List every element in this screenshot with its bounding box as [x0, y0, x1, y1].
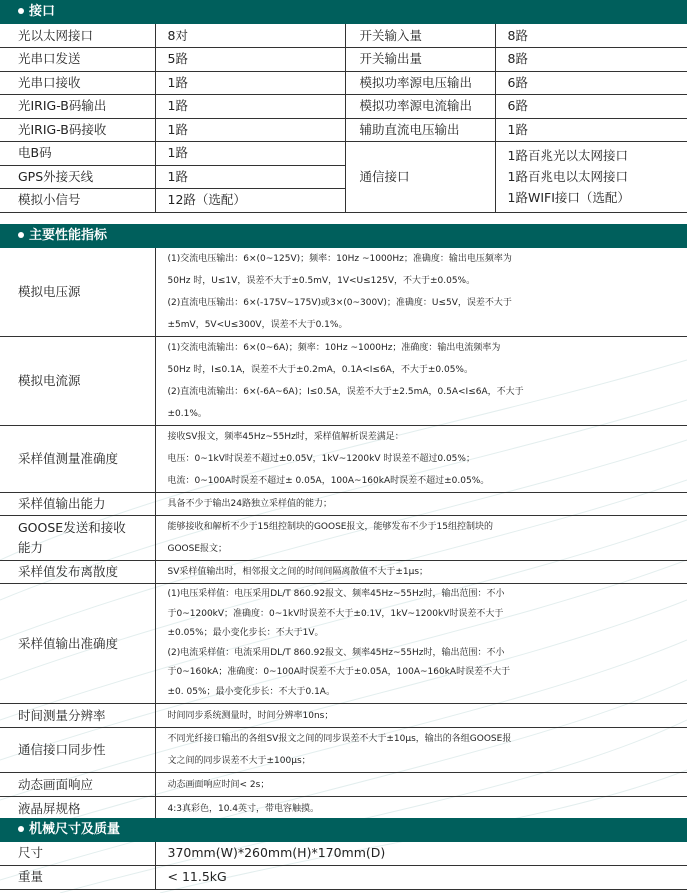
section-title: 机械尺寸及质量 [29, 822, 121, 837]
value-line: 50Hz 时，I≤0.1A，误差不大于±0.2mA，0.1A<I≤6A，不大于±0.05%。 [167, 365, 473, 375]
value-line: 电流：0~100A时误差不超过± 0.05A，100A~160kA时误差不超过±0.05%。 [167, 476, 490, 486]
performance-table [0, 248, 687, 821]
table-row [0, 704, 687, 728]
value-line: 文之间的同步误差不大于±100μs； [167, 756, 311, 766]
table-row [0, 865, 687, 889]
row-value [155, 797, 687, 821]
row-value [155, 337, 687, 426]
value-line: ±0. 05%；最小变化步长：不大于0.1A。 [167, 686, 335, 697]
row-value [155, 584, 687, 704]
row-label: 辅助直流电压输出 [345, 118, 495, 142]
section-title: 主要性能指标 [29, 228, 108, 243]
comm-interface-values [495, 142, 687, 213]
value-line: (2)直流电流输出：6×(-6A~6A)；I≤0.5A，误差不大于±2.5mA，0.5A<I≤6A，不大于 [167, 387, 524, 397]
value-line: (1)电压采样值：电压采用DL/T 860.92报文、频率45Hz~55Hz时，输出范围：不小 [167, 589, 505, 599]
table-row [0, 728, 687, 773]
row-label [0, 516, 155, 561]
row-value: 6路 [495, 71, 687, 95]
row-value [155, 426, 687, 493]
row-value [155, 516, 687, 561]
row-value: 6路 [495, 95, 687, 119]
value-line: 具备不少于输出24路独立采样值的能力； [167, 499, 332, 509]
row-label: 采样值发布离散度 [0, 561, 155, 584]
bullet-icon [18, 8, 24, 14]
row-value [155, 248, 687, 337]
row-value [155, 704, 687, 728]
row-label: 采样值输出能力 [0, 493, 155, 516]
interfaces-table [0, 24, 687, 213]
row-value: 8路 [495, 48, 687, 72]
row-label: 模拟电压源 [0, 248, 155, 337]
row-label: 光IRIG-B码输出 [0, 95, 155, 119]
value-line: (2)电流采样值：电流采用DL/T 860.92报文、频率45Hz~55Hz时，输出范围：不小 [167, 647, 505, 658]
comm-interface-label: 通信接口 [345, 142, 495, 213]
value-line: 不同光纤接口输出的各组SV报文之间的同步误差不大于±10μs，输出的各组GOOSE报 [167, 734, 512, 744]
section-header-performance [0, 224, 687, 248]
table-row [0, 842, 687, 865]
value-line: 于0~160kA；准确度：0~100A时误差不大于±0.05A，100A~160kA时误差不大于 [167, 667, 511, 677]
row-label: 尺寸 [0, 842, 155, 865]
row-label: 光串口发送 [0, 48, 155, 72]
row-value: 370mm(W)*260mm(H)*170mm(D) [155, 842, 687, 865]
label-line: GOOSE发送和接收 [18, 520, 126, 535]
value-line: 50Hz 时，U≤1V，误差不大于±0.5mV，1V<U≤125V，不大于±0.05%。 [167, 276, 476, 286]
row-label: 模拟功率源电流输出 [345, 95, 495, 119]
table-row [0, 71, 687, 95]
label-line: 能力 [18, 540, 44, 555]
row-label: 重量 [0, 865, 155, 889]
table-row [0, 493, 687, 516]
row-label: 光IRIG-B码接收 [0, 118, 155, 142]
row-label: 模拟小信号 [0, 189, 155, 213]
comm-value: 1路WIFI接口（选配） [507, 190, 630, 206]
table-row [0, 561, 687, 584]
row-value: 1路 [155, 165, 345, 189]
section-title: 接口 [29, 4, 56, 19]
row-label: 采样值输出准确度 [0, 584, 155, 704]
row-label: 光串口接收 [0, 71, 155, 95]
value-line: 动态画面响应时间< 2s； [167, 779, 270, 790]
value-line: ±0.1%。 [167, 409, 207, 419]
value-line: (1)交流电流输出：6×(0~6A)；频率：10Hz ~1000Hz；准确度：输出电流频率为 [167, 343, 501, 353]
value-line: ±5mV，5V<U≤300V，误差不大于0.1%。 [167, 320, 348, 330]
table-row [0, 773, 687, 797]
row-label: 通信接口同步性 [0, 728, 155, 773]
value-line: ±0.05%；最小变化步长：不大于1V。 [167, 628, 324, 638]
table-row [0, 584, 687, 704]
row-label: 采样值测量准确度 [0, 426, 155, 493]
row-value: 12路（选配） [155, 189, 345, 213]
value-line: 4:3真彩色，10.4英寸，带电容触摸。 [167, 803, 320, 814]
value-line: 能够接收和解析不少于15组控制块的GOOSE报文，能够发布不少于15组控制块的 [167, 522, 493, 532]
value-line: (1)交流电压输出：6×(0~125V)；频率：10Hz ~1000Hz；准确度：输出电压频率为 [167, 254, 512, 264]
value-line: (2)直流电压输出：6×(-175V~175V)或3×(0~300V)；准确度：U≤5V，误差不大于 [167, 298, 512, 308]
table-row [0, 24, 687, 48]
row-value [155, 773, 687, 797]
row-label: 光以太网接口 [0, 24, 155, 48]
section-header-interfaces [0, 0, 687, 24]
bullet-icon [18, 232, 24, 238]
section-header-mechanical [0, 818, 687, 842]
row-value [155, 561, 687, 584]
row-value: 8路 [495, 24, 687, 48]
row-value: 1路 [495, 118, 687, 142]
comm-value: 1路百兆电以太网接口 [507, 169, 628, 185]
table-row [0, 797, 687, 821]
row-label: 模拟电流源 [0, 337, 155, 426]
table-row [0, 142, 687, 166]
mechanical-table [0, 842, 687, 890]
value-line: SV采样值输出时，相邻报文之间的时间间隔离散值不大于±1μs； [167, 567, 429, 577]
table-row [0, 337, 687, 426]
table-row [0, 95, 687, 119]
row-label: 动态画面响应 [0, 773, 155, 797]
row-label: 时间测量分辨率 [0, 704, 155, 728]
row-label: 液晶屏规格 [0, 797, 155, 821]
value-line: GOOSE报文； [167, 544, 228, 554]
row-label: 模拟功率源电压输出 [345, 71, 495, 95]
value-line: 时间同步系统测量时，时间分辨率10ns； [167, 710, 334, 721]
row-label: 电B码 [0, 142, 155, 166]
row-value: 1路 [155, 95, 345, 119]
table-row [0, 48, 687, 72]
value-line: 电压：0~1kV时误差不超过±0.05V，1kV~1200kV 时误差不超过0.05%； [167, 454, 475, 464]
row-label: 开关输出量 [345, 48, 495, 72]
bullet-icon [18, 826, 24, 832]
table-row [0, 426, 687, 493]
row-value [155, 728, 687, 773]
value-line: 接收SV报文，频率45Hz~55Hz时，采样值解析误差满足： [167, 432, 404, 442]
row-value [155, 493, 687, 516]
value-line: 于0~1200kV；准确度：0~1kV时误差不大于±0.1V，1kV~1200kV时误差不大于 [167, 608, 504, 619]
table-row [0, 516, 687, 561]
row-value: 1路 [155, 118, 345, 142]
row-value: 1路 [155, 142, 345, 166]
row-value: 5路 [155, 48, 345, 72]
row-value: 8对 [155, 24, 345, 48]
table-row [0, 118, 687, 142]
row-value: < 11.5kG [155, 865, 687, 889]
table-row [0, 248, 687, 337]
row-value: 1路 [155, 71, 345, 95]
row-label: 开关输入量 [345, 24, 495, 48]
row-label: GPS外接天线 [0, 165, 155, 189]
comm-value: 1路百兆光以太网接口 [507, 148, 628, 164]
